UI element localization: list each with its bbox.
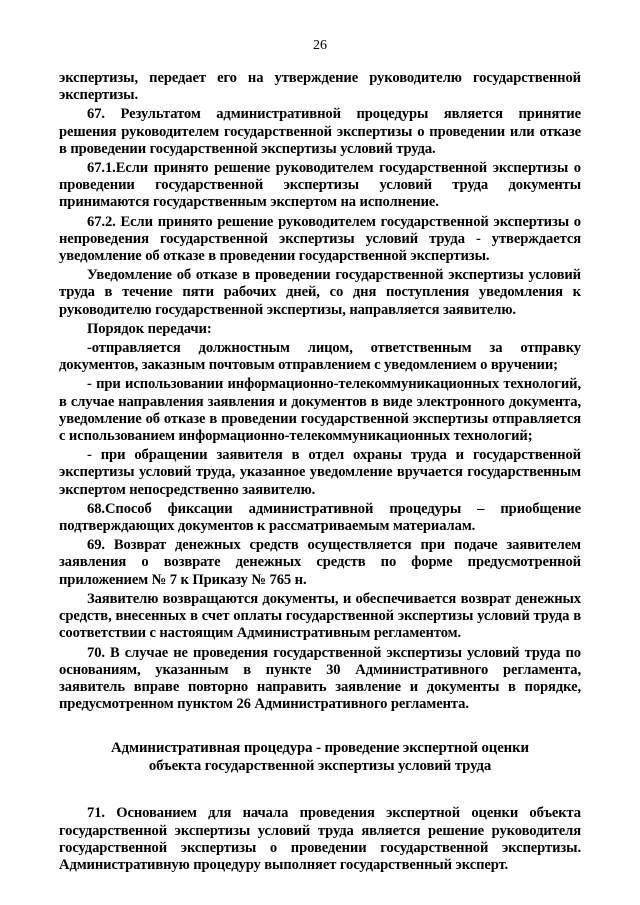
paragraph-notification: Уведомление об отказе в проведении государственной экспертизы условий труда в течение пяти рабочих дней, со дня поступления уведомления к руководителю государственной экспертизы, направляется заявителю. bbox=[59, 267, 581, 318]
paragraph-in-person: - при обращении заявителя в отдел охраны труда и государственной экспертизы условий труда, указанное уведомление вручается государственным экспертом непосредственно заявителю. bbox=[59, 447, 581, 498]
section-heading-line-1: Административная процедура - проведение экспертной оценки bbox=[111, 740, 529, 757]
section-heading-line-2: объекта государственной экспертизы условий труда bbox=[148, 758, 492, 775]
paragraph-67-2: 67.2. Если принято решение руководителем государственной экспертизы о непроведения государственной экспертизы условий труда - утверждается уведомление об отказе в проведении государственной экспертизы. bbox=[59, 213, 581, 265]
paragraph-70: 70. В случае не проведения государственной экспертизы условий труда по основаниям, указанным в пункте 30 Административного регламента, заявитель вправе повторно направить заявление и документы в порядке, предусмотренном пунктом 26 Административного регламента. bbox=[59, 644, 581, 713]
paragraph-refund: Заявителю возвращаются документы, и обеспечивается возврат денежных средств, внесенных в счет оплаты государственной экспертизы условий труда в соответствии с настоящим Административным регламентом. bbox=[59, 590, 581, 642]
paragraph-transfer-order: Порядок передачи: bbox=[87, 320, 212, 337]
paragraph-continuation: экспертизы, передает его на утверждение руководителю государственной экспертизы. bbox=[59, 70, 581, 104]
paragraph-mail: -отправляется должностным лицом, ответственным за отправку документов, заказным почтовым отправлением с уведомлением о вручении; bbox=[59, 340, 581, 374]
paragraph-67: 67. Результатом административной процедуры является принятие решения руководителем государственной экспертизы о проведении или отказе в проведении государственной экспертизы условий труда. bbox=[59, 106, 581, 157]
document-body bbox=[59, 70, 581, 876]
paragraph-68: 68.Способ фиксации административной процедуры – приобщение подтверждающих документов к рассматриваемым материалам. bbox=[59, 500, 581, 535]
paragraph-67-1: 67.1.Если принято решение руководителем государственной экспертизы о проведении государственной экспертизы условий труда документы принимаются государственным экспертом на исполнение. bbox=[59, 160, 581, 211]
paragraph-69: 69. Возврат денежных средств осуществляется при подаче заявителем заявления о возврате денежных средств по форме предусмотренной приложением № 7 к Приказу № 765 н. bbox=[59, 537, 581, 588]
paragraph-electronic: - при использовании информационно-телекоммуникационных технологий, в случае направления заявления и документов в виде электронного документа, уведомление об отказе в проведении государственной экспертизы отправляется с использованием информационно-телекоммуникационных технологий; bbox=[59, 376, 581, 445]
paragraph-71: 71. Основанием для начала проведения экспертной оценки объекта государственной экспертизы условий труда является решение руководителя государственной экспертизы о проведении государственной экспертизы. Административную процедуру выполняет государственный эксперт. bbox=[59, 805, 581, 873]
page-number: 26 bbox=[313, 38, 327, 53]
section-heading bbox=[59, 739, 581, 775]
